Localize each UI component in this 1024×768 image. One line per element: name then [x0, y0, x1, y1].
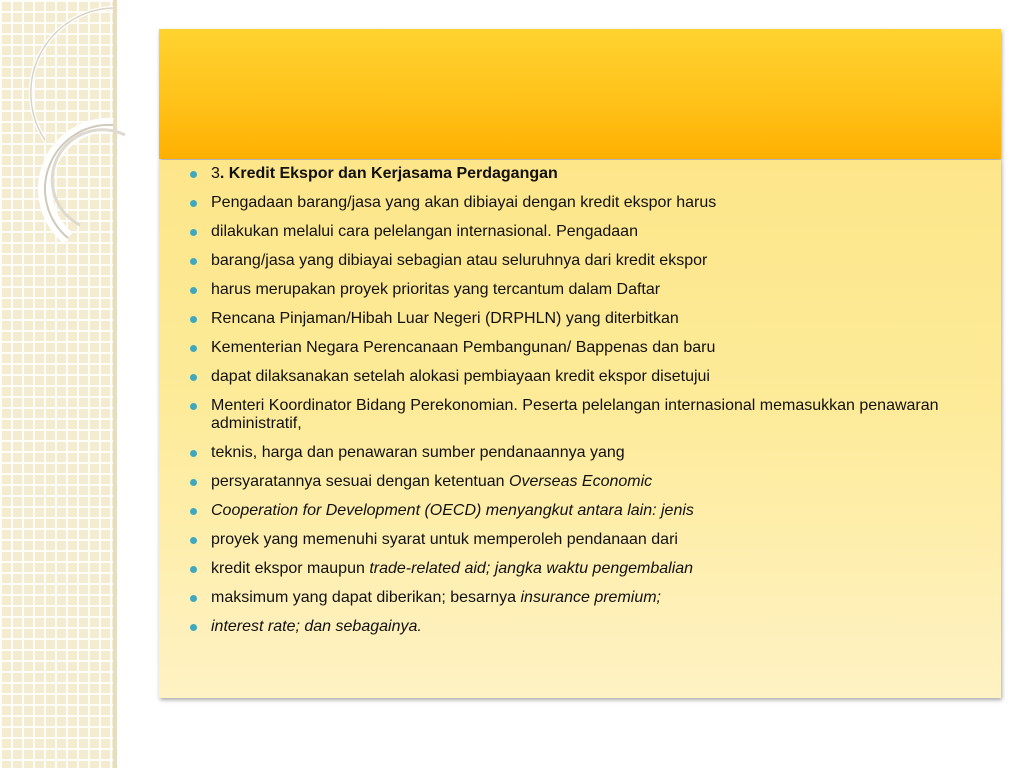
list-item: Pengadaan barang/jasa yang akan dibiayai dengan kredit ekspor harus	[211, 194, 985, 212]
list-item: interest rate; dan sebagainya.	[211, 618, 985, 636]
list-item: 3. Kredit Ekspor dan Kerjasama Perdagangan	[211, 165, 985, 183]
list-item: Menteri Koordinator Bidang Perekonomian. Peserta pelelangan internasional memasukkan penawaran administratif,	[211, 397, 985, 433]
bullet-list	[159, 160, 1001, 636]
content-box	[159, 160, 1001, 698]
list-item: harus merupakan proyek prioritas yang tercantum dalam Daftar	[211, 281, 985, 299]
title-bar	[159, 29, 1001, 159]
decorative-rings	[0, 0, 160, 300]
list-item: Kementerian Negara Perencanaan Pembangunan/ Bappenas dan baru	[211, 339, 985, 357]
list-item: maksimum yang dapat diberikan; besarnya insurance premium;	[211, 589, 985, 607]
list-item: barang/jasa yang dibiayai sebagian atau seluruhnya dari kredit ekspor	[211, 252, 985, 270]
list-item: dilakukan melalui cara pelelangan internasional. Pengadaan	[211, 223, 985, 241]
list-item: persyaratannya sesuai dengan ketentuan Overseas Economic	[211, 473, 985, 491]
list-item: Cooperation for Development (OECD) menyangkut antara lain: jenis	[211, 502, 985, 520]
list-item: Rencana Pinjaman/Hibah Luar Negeri (DRPHLN) yang diterbitkan	[211, 310, 985, 328]
list-item: teknis, harga dan penawaran sumber pendanaannya yang	[211, 444, 985, 462]
list-item: kredit ekspor maupun trade-related aid; jangka waktu pengembalian	[211, 560, 985, 578]
list-item: dapat dilaksanakan setelah alokasi pembiayaan kredit ekspor disetujui	[211, 368, 985, 386]
list-item: proyek yang memenuhi syarat untuk memperoleh pendanaan dari	[211, 531, 985, 549]
